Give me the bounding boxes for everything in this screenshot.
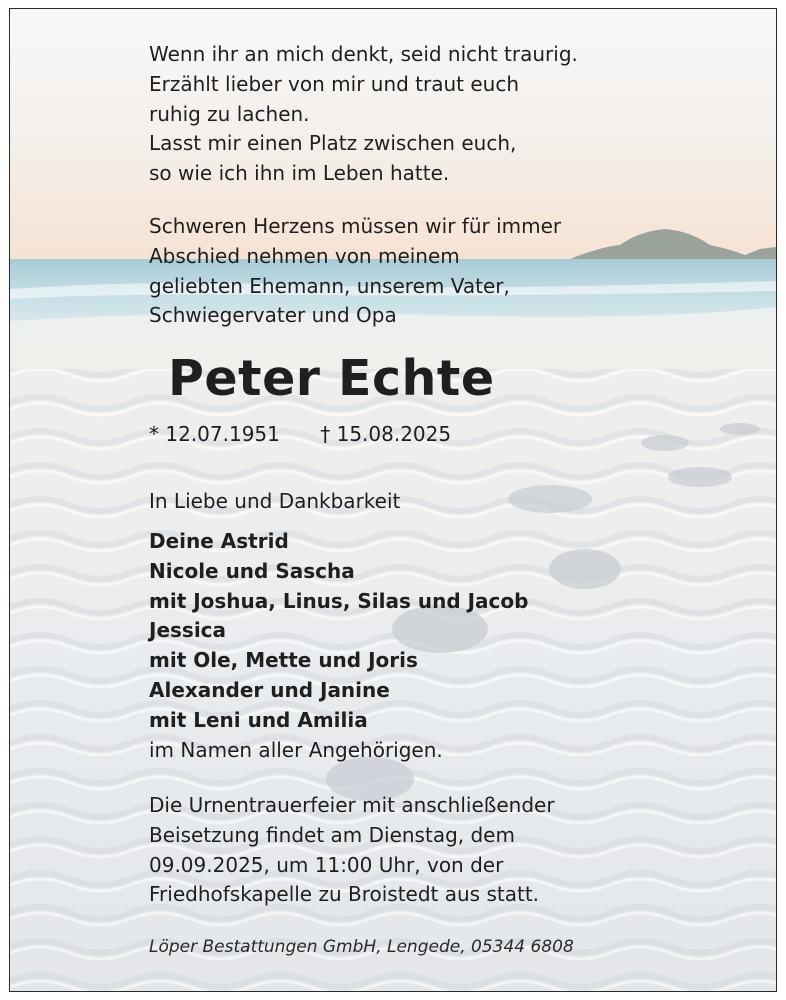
service-line: Beisetzung findet am Dienstag, dem: [149, 822, 515, 847]
verse: [149, 40, 578, 189]
family-list: [149, 527, 528, 765]
service-line: Die Urnentrauerfeier mit anschließender: [149, 793, 555, 817]
family-member: Nicole und Sascha: [149, 558, 355, 583]
verse-line: Wenn ihr an mich denkt, seid nicht traurig.: [149, 42, 578, 66]
life-dates: [149, 419, 451, 449]
verse-line: Lasst mir einen Platz zwischen euch,: [149, 131, 517, 156]
family-member: Deine Astrid: [149, 529, 289, 553]
deceased-name: Peter Echte: [168, 350, 495, 407]
service-line: Friedhofskapelle zu Broistedt aus statt.: [149, 882, 540, 907]
family-footer: im Namen aller Angehörigen.: [149, 737, 443, 762]
verse-line: ruhig zu lachen.: [149, 101, 310, 126]
intro-line: Schweren Herzens müssen wir für immer: [149, 214, 562, 238]
family-member: Jessica: [149, 618, 227, 643]
family-member: mit Ole, Mette und Joris: [149, 648, 418, 673]
undertaker-contact: Löper Bestattungen GmbH, Lengede, 05344 6808: [149, 937, 574, 957]
death-date: † 15.08.2025: [320, 422, 452, 446]
intro-text: [149, 212, 561, 331]
birth-date: * 12.07.1951: [149, 422, 280, 446]
family-member: mit Joshua, Linus, Silas und Jacob: [149, 588, 529, 613]
verse-line: so wie ich ihn im Leben hatte.: [149, 161, 450, 186]
service-details: [149, 791, 555, 910]
verse-line: Erzählt lieber von mir und traut euch: [149, 71, 520, 96]
intro-line: Abschied nehmen von meinem: [149, 243, 460, 268]
obituary-card: [9, 8, 777, 992]
family-member: mit Leni und Amilia: [149, 707, 368, 732]
service-line: 09.09.2025, um 11:00 Uhr, von der: [149, 852, 504, 877]
intro-line: geliebten Ehemann, unserem Vater,: [149, 273, 510, 298]
intro-line: Schwiegervater und Opa: [149, 303, 397, 328]
family-member: Alexander und Janine: [149, 677, 390, 702]
love-line: In Liebe und Dankbarkeit: [149, 489, 401, 513]
